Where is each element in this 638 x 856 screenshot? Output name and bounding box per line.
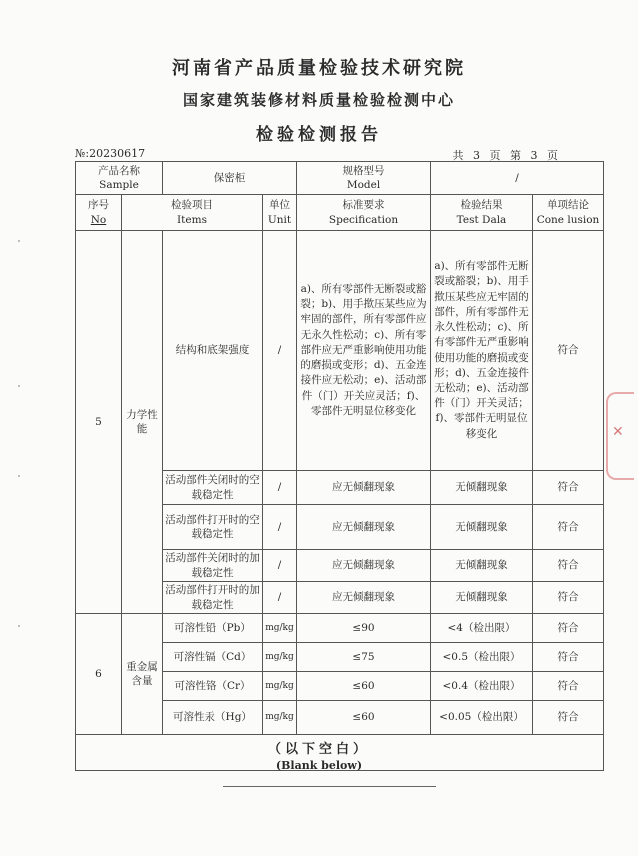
row-spec: 应无倾翻现象 bbox=[297, 505, 431, 550]
blank-below-en: (Blank below) bbox=[275, 759, 363, 772]
row-unit: / bbox=[263, 505, 297, 550]
row-conclusion: 符合 bbox=[533, 643, 604, 672]
row-conclusion: 符合 bbox=[533, 582, 604, 614]
row-no: 5 bbox=[76, 231, 122, 614]
sample-name-label: 产品名称 Sample bbox=[76, 162, 163, 195]
row-unit: / bbox=[263, 550, 297, 582]
row-result: a)、所有零部件无断裂或豁裂；b)、用手揿压某些应无牢固的部件，所有零部件无永久性松动；c)、所有零部件无严重影响使用功能的磨损或变形；d)、五金连接件无松动；e)、活动部件（门）开关灵活；f)、零部件无明显位移变化 bbox=[431, 231, 533, 471]
end-rule bbox=[223, 786, 436, 787]
row-item: 可溶性铬（Cr） bbox=[163, 672, 263, 701]
row-spec: 应无倾翻现象 bbox=[297, 471, 431, 505]
blank-below-cn: （以下空白） bbox=[267, 742, 370, 757]
row-item: 活动部件关闭时的加载稳定性 bbox=[163, 550, 263, 582]
row-spec: ≤60 bbox=[297, 672, 431, 701]
row-unit: / bbox=[263, 231, 297, 471]
row-category: 重金属含量 bbox=[122, 614, 163, 735]
blank-below-note bbox=[0, 738, 638, 772]
col-no: 序号 No bbox=[76, 195, 122, 231]
center-name: 国家建筑装修材料质量检验检测中心 bbox=[182, 91, 455, 109]
table-row bbox=[76, 614, 604, 643]
column-header-row bbox=[76, 195, 604, 231]
scan-dot bbox=[18, 625, 20, 627]
model-label: 规格型号 Model bbox=[297, 162, 431, 195]
table-row bbox=[76, 231, 604, 471]
sample-name-value: 保密柜 bbox=[163, 162, 297, 195]
row-item: 结构和底架强度 bbox=[163, 231, 263, 471]
col-conclusion: 单项结论 Cone lusion bbox=[533, 195, 604, 231]
col-unit: 单位 Unit bbox=[263, 195, 297, 231]
row-spec: ≤90 bbox=[297, 614, 431, 643]
row-result: <0.5（检出限） bbox=[431, 643, 533, 672]
row-conclusion: 符合 bbox=[533, 701, 604, 735]
row-result: <4（检出限） bbox=[431, 614, 533, 643]
row-unit: mg/kg bbox=[263, 643, 297, 672]
row-conclusion: 符合 bbox=[533, 614, 604, 643]
row-item: 活动部件打开时的空载稳定性 bbox=[163, 505, 263, 550]
col-result: 检验结果 Test Dala bbox=[431, 195, 533, 231]
row-spec: 应无倾翻现象 bbox=[297, 582, 431, 614]
page-info: 共 3 页 第 3 页 bbox=[452, 149, 558, 162]
row-spec: a)、所有零部件无断裂或豁裂；b)、用手揿压某些应为牢固的部件，所有零部件应无永久性松动；c)、所有零部件应无严重影响使用功能的磨损或变形；d)、五金连接件应无松动；e)、活动部件（门）开关应灵活；f)、零部件无明显位移变化 bbox=[297, 231, 431, 471]
row-conclusion: 符合 bbox=[533, 672, 604, 701]
institute-name: 河南省产品质量检验技术研究院 bbox=[172, 58, 466, 79]
row-result: 无倾翻现象 bbox=[431, 582, 533, 614]
row-conclusion: 符合 bbox=[533, 550, 604, 582]
inspection-table bbox=[75, 161, 604, 771]
row-item: 可溶性汞（Hg） bbox=[163, 701, 263, 735]
row-category: 力学性能 bbox=[122, 231, 163, 614]
row-conclusion: 符合 bbox=[533, 471, 604, 505]
seal-stamp bbox=[606, 392, 634, 480]
sample-row bbox=[76, 162, 604, 195]
col-spec: 标准要求 Specification bbox=[297, 195, 431, 231]
row-item: 活动部件关闭时的空载稳定性 bbox=[163, 471, 263, 505]
row-result: <0.4（检出限） bbox=[431, 672, 533, 701]
row-item: 可溶性镉（Cd） bbox=[163, 643, 263, 672]
seal-mark-icon: ✕ bbox=[612, 424, 624, 440]
row-result: 无倾翻现象 bbox=[431, 471, 533, 505]
row-spec: ≤60 bbox=[297, 701, 431, 735]
report-title: 检验检测报告 bbox=[256, 125, 382, 145]
row-unit: mg/kg bbox=[263, 672, 297, 701]
report-number: №:20230617 bbox=[75, 147, 146, 160]
row-conclusion: 符合 bbox=[533, 505, 604, 550]
row-conclusion: 符合 bbox=[533, 231, 604, 471]
row-unit: / bbox=[263, 582, 297, 614]
scan-dot bbox=[18, 385, 20, 387]
row-spec: ≤75 bbox=[297, 643, 431, 672]
row-result: 无倾翻现象 bbox=[431, 505, 533, 550]
row-unit: mg/kg bbox=[263, 614, 297, 643]
row-unit: / bbox=[263, 471, 297, 505]
row-result: 无倾翻现象 bbox=[431, 550, 533, 582]
row-spec: 应无倾翻现象 bbox=[297, 550, 431, 582]
row-item: 可溶性铅（Pb） bbox=[163, 614, 263, 643]
model-value: / bbox=[431, 162, 604, 195]
row-unit: mg/kg bbox=[263, 701, 297, 735]
scan-dot bbox=[18, 475, 20, 477]
row-item: 活动部件打开时的加载稳定性 bbox=[163, 582, 263, 614]
col-items: 检验项目 Items bbox=[122, 195, 263, 231]
row-result: <0.05（检出限） bbox=[431, 701, 533, 735]
scan-dot bbox=[18, 240, 20, 242]
row-no: 6 bbox=[76, 614, 122, 735]
